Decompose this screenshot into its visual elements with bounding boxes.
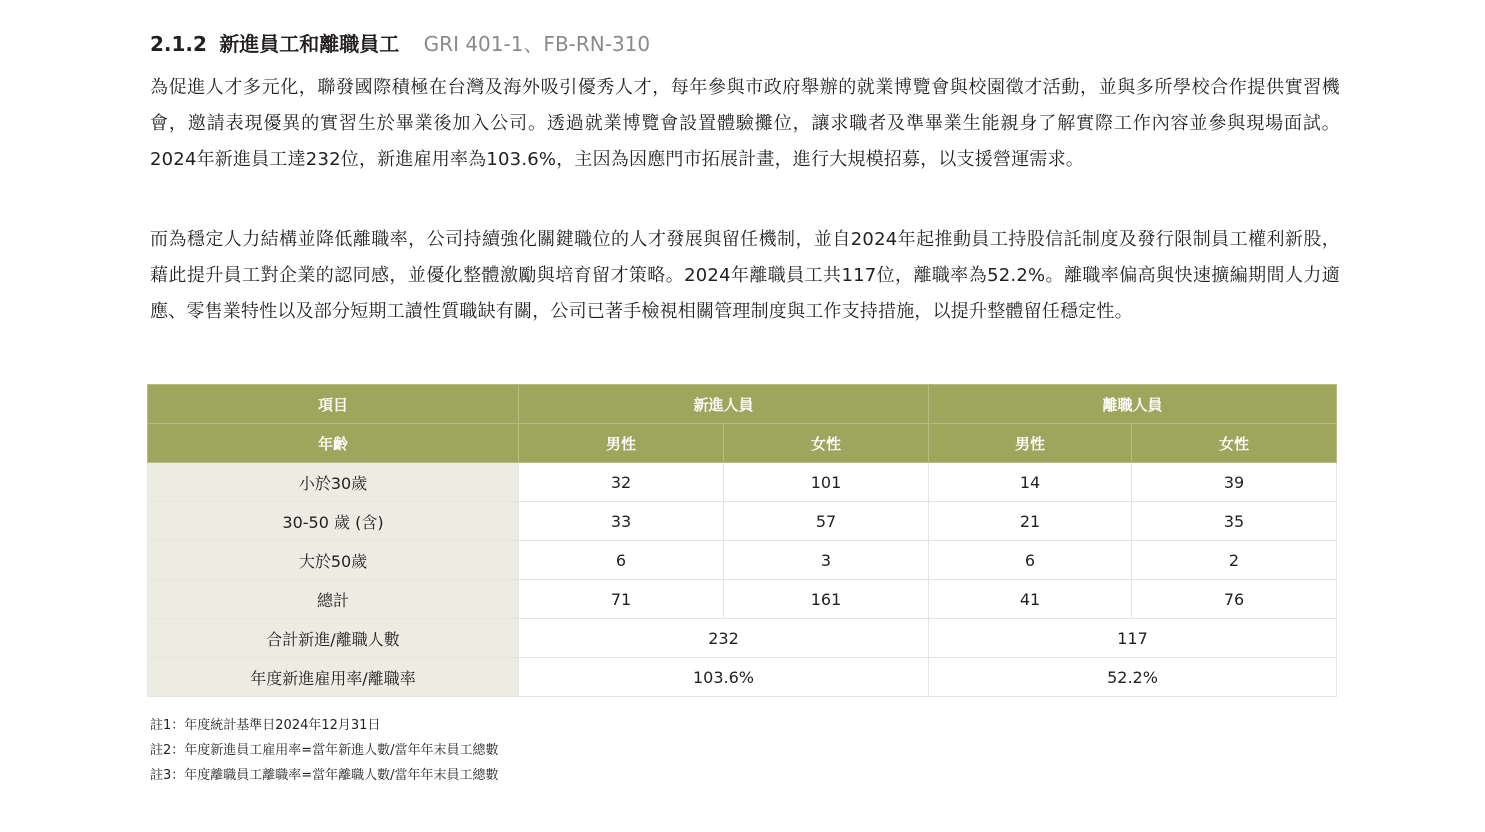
cell-new-male: 6 [519, 541, 724, 580]
cell-left-female: 35 [1132, 502, 1337, 541]
hire-turnover-table [147, 384, 1337, 697]
section-heading [150, 30, 650, 58]
cell-new-male: 33 [519, 502, 724, 541]
footnote: 註3：年度離職員工離職率=當年離職人數/當年年末員工總數 [150, 768, 499, 783]
footnote: 註2：年度新進員工雇用率=當年新進人數/當年年末員工總數 [150, 743, 499, 758]
row-label: 30-50 歲 (含) [148, 502, 519, 541]
paragraph-recruitment: 為促進人才多元化，聯發國際積極在台灣及海外吸引優秀人才，每年參與市政府舉辦的就業博覽會與校園徵才活動，並與多所學校合作提供實習機會，邀請表現優異的實習生於畢業後加入公司。透過就業博覽會設置體驗攤位，讓求職者及準畢業生能親身了解實際工作內容並參與現場面試。2024年新進員工達232位，新進雇用率為103.6%，主因為因應門市拓展計畫，進行大規模招募，以支援營運需求。 [150, 77, 1340, 170]
row-label: 總計 [148, 580, 519, 619]
table-row-rates [148, 658, 1337, 697]
cell-new-rate: 103.6% [519, 658, 929, 697]
table-subheader-row [148, 424, 1337, 463]
cell-left-male: 6 [929, 541, 1132, 580]
cell-left-female: 39 [1132, 463, 1337, 502]
cell-left-female: 76 [1132, 580, 1337, 619]
cell-new-female: 101 [724, 463, 929, 502]
table-row-combined-total [148, 619, 1337, 658]
header-departures: 離職人員 [929, 385, 1337, 424]
footnotes [150, 713, 499, 788]
cell-new-female: 3 [724, 541, 929, 580]
header-age: 年齡 [148, 424, 519, 463]
table-row-total [148, 580, 1337, 619]
header-new-male: 男性 [519, 424, 724, 463]
row-label: 合計新進/離職人數 [148, 619, 519, 658]
footnote: 註1：年度統計基準日2024年12月31日 [150, 718, 381, 733]
cell-new-female: 57 [724, 502, 929, 541]
cell-left-male: 14 [929, 463, 1132, 502]
cell-new-male: 71 [519, 580, 724, 619]
cell-new-total: 232 [519, 619, 929, 658]
row-label: 年度新進雇用率/離職率 [148, 658, 519, 697]
cell-left-male: 41 [929, 580, 1132, 619]
section-title: 新進員工和離職員工 [219, 32, 400, 56]
cell-new-male: 32 [519, 463, 724, 502]
cell-left-rate: 52.2% [929, 658, 1337, 697]
row-label: 小於30歲 [148, 463, 519, 502]
cell-left-female: 2 [1132, 541, 1337, 580]
section-number: 2.1.2 [150, 32, 207, 56]
header-left-female: 女性 [1132, 424, 1337, 463]
table-row [148, 502, 1337, 541]
cell-left-male: 21 [929, 502, 1132, 541]
table-row [148, 463, 1337, 502]
header-item: 項目 [148, 385, 519, 424]
header-left-male: 男性 [929, 424, 1132, 463]
header-new-hires: 新進人員 [519, 385, 929, 424]
paragraph-retention: 而為穩定人力結構並降低離職率，公司持續強化關鍵職位的人才發展與留任機制，並自2024年起推動員工持股信託制度及發行限制員工權利新股，藉此提升員工對企業的認同感，並優化整體激勵與培育留才策略。2024年離職員工共117位，離職率為52.2%。離職率偏高與快速擴編期間人力適應、零售業特性以及部分短期工讀性質職缺有關，公司已著手檢視相關管理制度與工作支持措施，以提升整體留任穩定性。 [150, 229, 1340, 322]
header-new-female: 女性 [724, 424, 929, 463]
gri-reference: GRI 401-1、FB-RN-310 [423, 32, 651, 56]
table-row [148, 541, 1337, 580]
row-label: 大於50歲 [148, 541, 519, 580]
table-header-row [148, 385, 1337, 424]
cell-new-female: 161 [724, 580, 929, 619]
cell-left-total: 117 [929, 619, 1337, 658]
